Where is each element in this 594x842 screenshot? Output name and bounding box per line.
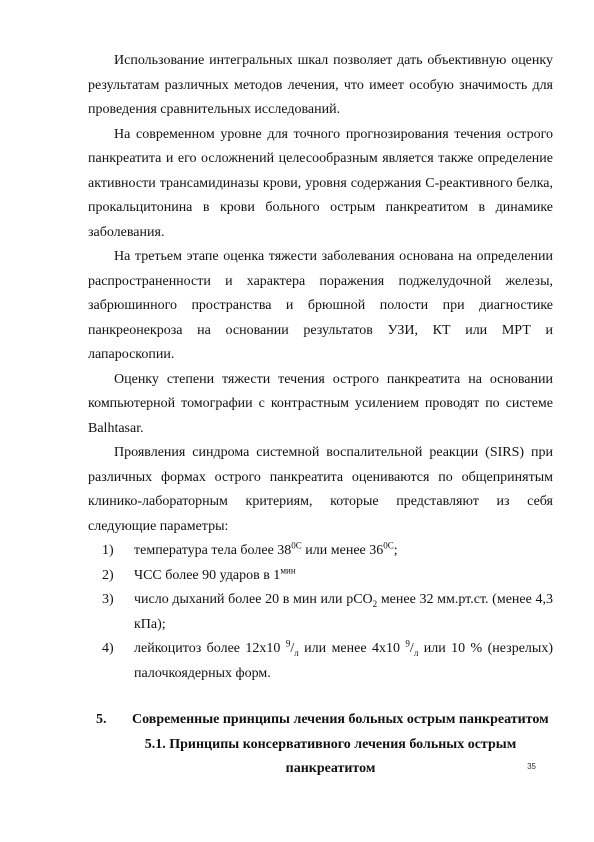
section-5-1-title-line2: панкреатитом (285, 761, 376, 776)
paragraph-integral-scales: Использование интегральных шкал позволяет дать объективную оценку результатам различных методов лечения, что имеет особую значимость для проведения сравнительных исследований. (88, 53, 553, 117)
list-item: 4) лейкоцитоз более 12х10 $^9/_л$ или менее 4х10 $^9/_л$ или 10 % (незрелых) палочкоядерных форм. (102, 638, 553, 681)
document-page (88, 49, 553, 782)
paragraph-prognosis-markers: На современном уровне для точного прогнозирования течения острого панкреатита и его осложнений целесообразным является также определение активности трансамидиназы крови, уровня содержания С-реактивного белка, прокальцитонина в крови больного острым панкреатитом в динамике заболевания. (88, 126, 553, 240)
section-5-heading (88, 708, 553, 733)
section-5-1-heading (88, 733, 553, 782)
paragraph-third-stage: На третьем этапе оценка тяжести заболевания основана на определении распространенности и характера поражения поджелудочной железы, забрюшинного пространства и брюшной полости при диагностике панкреонекроза на основании результатов УЗИ, КТ или МРТ и лапароскопии. (88, 249, 553, 362)
sirs-parameters-list (88, 539, 553, 686)
page-number: 35 (527, 762, 536, 771)
paragraph-ct-balthazar: Оценку степени тяжести течения острого панкреатита на основании компьютерной томографии с контрастным усилением проводят по системе Balhtasar. (88, 371, 553, 436)
paragraph-sirs: Проявления синдрома системной воспалительной реакции (SIRS) при различных формах острого панкреатита оцениваются по общепринятым клинико-лабораторным критериям, которые представляют из себя следующие параметры: (88, 445, 553, 534)
list-item: 2) ЧСС более 90 ударов в $1^{мин}$ (102, 564, 296, 583)
list-item: 1) температура тела более $38^{0С}$ или менее $36^{0С}$; (102, 540, 398, 558)
section-5-1-title-line1: 5.1. Принципы консервативного лечения больных острым (144, 736, 517, 752)
section-title: Современные принципы лечения больных острым панкреатитом (132, 712, 549, 727)
list-item: 3) число дыханий более 20 в мин или рСО$_2$ менее 32 мм.рт.ст. (менее 4,3 кПа); (102, 592, 554, 632)
section-number: 5. (96, 712, 107, 727)
